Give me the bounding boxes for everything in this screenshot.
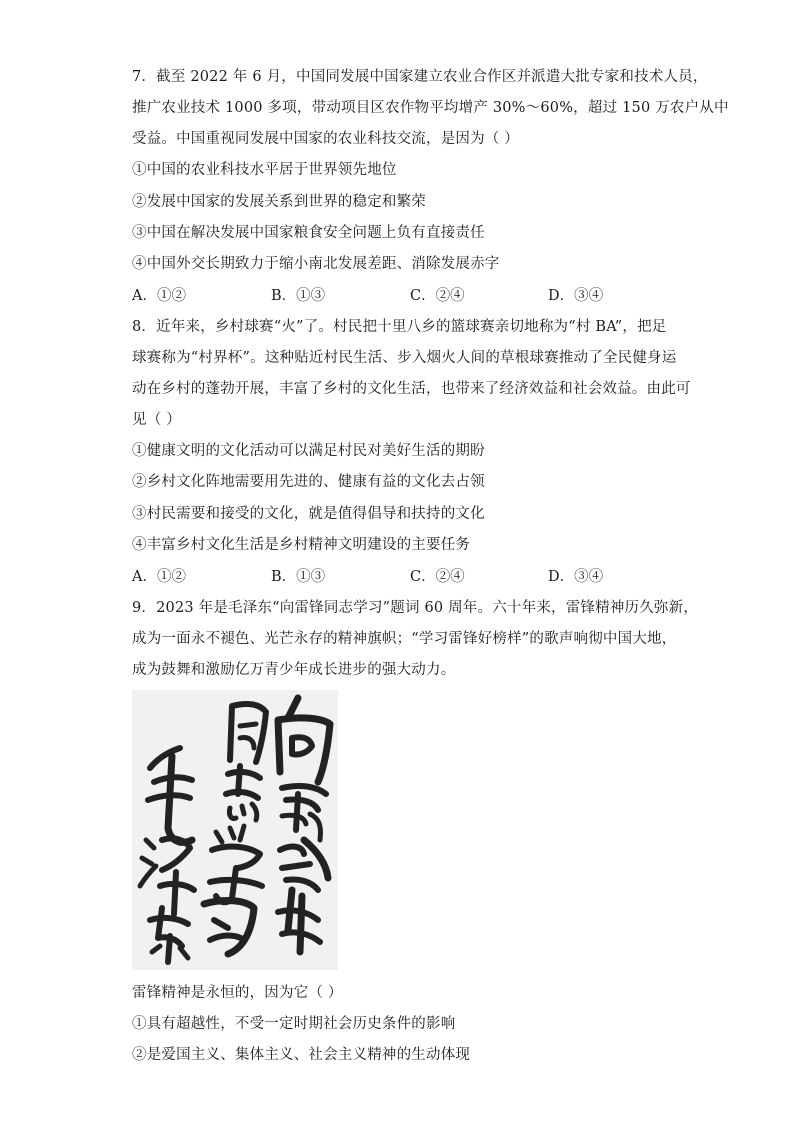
q7-statement-3: ③中国在解决发展中国家粮食安全问题上负有直接责任 [132,225,485,241]
q7-option-d[interactable]: D．③④ [548,288,604,304]
q8-statement-4: ④丰富乡村文化生活是乡村精神文明建设的主要任务 [132,537,471,553]
q7-line-1: 7．截至 2022 年 6 月，中国同发展中国家建立农业合作区并派遣大批专家和技术人员， [132,69,708,85]
q7-option-b[interactable]: B．①③ [271,288,326,304]
q9-line-3: 成为鼓舞和激励亿万青少年成长进步的强大动力。 [132,662,456,678]
q8-line-4: 见（ ） [132,412,181,428]
q8-option-b[interactable]: B．①③ [271,569,326,585]
q8-statement-3: ③村民需要和接受的文化，就是值得倡导和扶持的文化 [132,506,485,522]
q9-line-1: 9．2023 年是毛泽东“向雷锋同志学习”题词 60 周年。六十年来，雷锋精神历久弥新， [132,600,699,616]
q8-option-c[interactable]: C．②④ [410,569,465,585]
q8-line-1: 8．近年来，乡村球赛“火”了。村民把十里八乡的篮球赛亲切地称为“村 BA”，把足 [132,319,667,335]
q9-line-2: 成为一面永不褪色、光芒永存的精神旗帜；“学习雷锋好榜样”的歌声响彻中国大地， [132,631,677,647]
calligraphy-strokes [132,690,338,970]
q7-option-c[interactable]: C．②④ [410,288,465,304]
q7-option-a[interactable]: A．①② [132,288,186,304]
q9-statement-2: ②是爱国主义、集体主义、社会主义精神的生动体现 [132,1047,471,1063]
q8-statement-1: ①健康文明的文化活动可以满足村民对美好生活的期盼 [132,443,485,459]
q7-statement-4: ④中国外交长期致力于缩小南北发展差距、消除发展赤字 [132,256,500,272]
q7-line-3: 受益。中国重视同发展中国家的农业科技交流，是因为（ ） [132,131,520,147]
q9-statement-1: ①具有超越性，不受一定时期社会历史条件的影响 [132,1016,456,1032]
q7-line-2: 推广农业技术 1000 多项，带动项目区农作物平均增产 30%～60%，超过 150 万农户从中 [132,100,729,116]
q8-option-d[interactable]: D．③④ [548,569,604,585]
q9-question: 雷锋精神是永恒的，因为它（ ） [132,985,343,1001]
calligraphy-inscription-image [132,690,338,970]
q8-line-2: 球赛称为“村界杯”。这种贴近村民生活、步入烟火人间的草根球赛推动了全民健身运 [132,350,677,366]
q8-statement-2: ②乡村文化阵地需要用先进的、健康有益的文化去占领 [132,474,485,490]
q7-statement-1: ①中国的农业科技水平居于世界领先地位 [132,162,397,178]
q8-option-a[interactable]: A．①② [132,569,186,585]
q8-line-3: 动在乡村的蓬勃开展，丰富了乡村的文化生活，也带来了经济效益和社会效益。由此可 [132,381,691,397]
q7-statement-2: ②发展中国家的发展关系到世界的稳定和繁荣 [132,194,426,210]
